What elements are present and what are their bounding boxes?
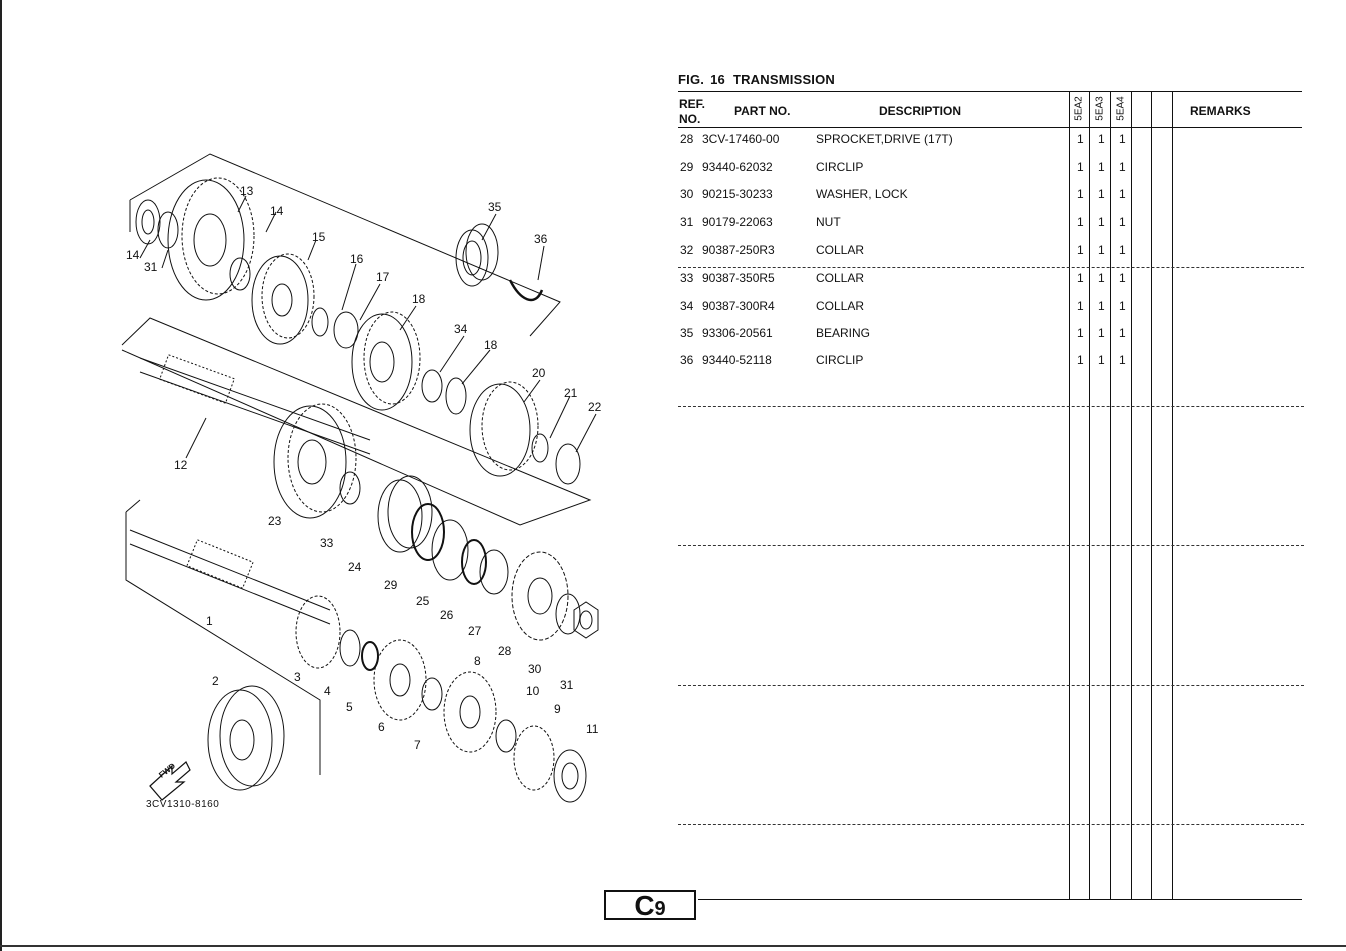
- callout-11: 11: [586, 722, 599, 736]
- page-left-rule: [0, 0, 2, 951]
- callout-25: 25: [416, 594, 430, 608]
- table-row: [678, 326, 1306, 348]
- qty-5ea3: 1: [1098, 326, 1105, 340]
- figure-prefix: FIG.: [678, 72, 705, 87]
- figure-title: [678, 72, 835, 87]
- qty-5ea3: 1: [1098, 353, 1105, 367]
- table-row: [678, 132, 1306, 154]
- callout-35: 35: [488, 200, 502, 214]
- column-rule-4: [1131, 91, 1132, 900]
- table-row: [678, 215, 1306, 237]
- description: CIRCLIP: [816, 353, 864, 367]
- description: NUT: [816, 215, 841, 229]
- column-rule-6: [1172, 91, 1173, 900]
- header-part-no: PART NO.: [734, 104, 791, 118]
- part-no: 90387-300R4: [702, 299, 775, 313]
- row-divider: [678, 406, 1304, 407]
- description: COLLAR: [816, 299, 865, 313]
- ref-no: 36: [680, 353, 694, 367]
- callout-15: 15: [312, 230, 326, 244]
- figure-number: 16: [710, 72, 725, 87]
- part-no: 93440-52118: [702, 353, 772, 367]
- callout-12: 12: [174, 458, 188, 472]
- callout-13: 13: [240, 184, 254, 198]
- column-rule-5: [1151, 91, 1152, 900]
- row-divider: [678, 267, 1304, 268]
- callout-19: 18: [484, 338, 498, 352]
- qty-5ea3: 1: [1098, 215, 1105, 229]
- page-bottom-rule: [0, 945, 1346, 947]
- callout-24: 24: [348, 560, 362, 574]
- qty-5ea2: 1: [1077, 326, 1084, 340]
- header-model-5ea3: 5EA3: [1094, 96, 1106, 121]
- qty-5ea4: 1: [1119, 215, 1126, 229]
- callout-36: 36: [534, 232, 548, 246]
- table-top-rule: [678, 91, 1302, 92]
- part-no: 93306-20561: [702, 326, 773, 340]
- qty-5ea3: 1: [1098, 243, 1105, 257]
- callout-16: 16: [350, 252, 364, 266]
- column-rule-1: [1069, 91, 1070, 900]
- description: COLLAR: [816, 271, 865, 285]
- callout-33: 33: [320, 536, 334, 550]
- ref-no: 33: [680, 271, 694, 285]
- callout-31: 31: [560, 678, 574, 692]
- qty-5ea2: 1: [1077, 187, 1084, 201]
- qty-5ea4: 1: [1119, 353, 1126, 367]
- ref-no: 30: [680, 187, 694, 201]
- table-row: [678, 187, 1306, 209]
- description: WASHER, LOCK: [816, 187, 908, 201]
- callout-30: 30: [528, 662, 542, 676]
- page-code-box: [604, 890, 696, 920]
- callout-34: 34: [454, 322, 468, 336]
- description: COLLAR: [816, 243, 865, 257]
- column-rule-3: [1110, 91, 1111, 900]
- callout-17: 17: [376, 270, 390, 284]
- qty-5ea2: 1: [1077, 353, 1084, 367]
- callout-28: 28: [498, 644, 512, 658]
- part-no: 93440-62032: [702, 160, 773, 174]
- description: CIRCLIP: [816, 160, 864, 174]
- row-divider: [678, 824, 1304, 825]
- description: SPROCKET,DRIVE (17T): [816, 132, 953, 146]
- qty-5ea3: 1: [1098, 271, 1105, 285]
- qty-5ea2: 1: [1077, 299, 1084, 313]
- qty-5ea4: 1: [1119, 299, 1126, 313]
- callout-4: 4: [324, 684, 331, 698]
- callout-7: 7: [414, 738, 421, 752]
- qty-5ea2: 1: [1077, 215, 1084, 229]
- ref-no: 32: [680, 243, 694, 257]
- part-no: 3CV-17460-00: [702, 132, 780, 146]
- part-no: 90179-22063: [702, 215, 773, 229]
- callout-18: 18: [412, 292, 426, 306]
- callout-8: 8: [474, 654, 481, 668]
- table-row: [678, 243, 1306, 265]
- qty-5ea3: 1: [1098, 299, 1105, 313]
- ref-no: 35: [680, 326, 694, 340]
- qty-5ea2: 1: [1077, 243, 1084, 257]
- fwd-label: FWD: [157, 761, 178, 780]
- qty-5ea2: 1: [1077, 160, 1084, 174]
- part-no: 90215-30233: [702, 187, 773, 201]
- callout-3: 3: [294, 670, 301, 684]
- qty-5ea4: 1: [1119, 271, 1126, 285]
- page-code-number: 9: [654, 898, 666, 920]
- callout-9: 9: [554, 702, 561, 716]
- qty-5ea4: 1: [1119, 160, 1126, 174]
- qty-5ea3: 1: [1098, 160, 1105, 174]
- header-ref-line2: NO.: [679, 112, 701, 126]
- row-divider: [678, 685, 1304, 686]
- qty-5ea4: 1: [1119, 132, 1126, 146]
- table-row: [678, 160, 1306, 182]
- header-model-5ea4: 5EA4: [1115, 96, 1127, 121]
- drawing-code: 3CV1310-8160: [146, 799, 220, 810]
- qty-5ea4: 1: [1119, 187, 1126, 201]
- ref-no: 31: [680, 215, 694, 229]
- callout-6: 6: [378, 720, 385, 734]
- table-bottom-rule: [698, 899, 1302, 900]
- part-no: 90387-350R5: [702, 271, 775, 285]
- ref-no: 29: [680, 160, 694, 174]
- ref-no: 34: [680, 299, 694, 313]
- callout-26: 26: [440, 608, 454, 622]
- callout-14-left: 14: [126, 248, 140, 262]
- ref-no: 28: [680, 132, 694, 146]
- header-description: DESCRIPTION: [879, 104, 962, 118]
- description: BEARING: [816, 326, 871, 340]
- figure-name: TRANSMISSION: [732, 72, 836, 87]
- qty-5ea2: 1: [1077, 271, 1084, 285]
- callout-23: 23: [268, 514, 282, 528]
- qty-5ea3: 1: [1098, 187, 1105, 201]
- column-rule-2: [1089, 91, 1090, 900]
- callout-20: 20: [532, 366, 546, 380]
- callout-10: 10: [526, 684, 540, 698]
- header-model-5ea2: 5EA2: [1073, 96, 1085, 121]
- part-no: 90387-250R3: [702, 243, 775, 257]
- callout-14-upper: 14: [270, 204, 284, 218]
- qty-5ea2: 1: [1077, 132, 1084, 146]
- qty-5ea4: 1: [1119, 326, 1126, 340]
- callout-27: 27: [468, 624, 482, 638]
- exploded-diagram: [110, 140, 630, 820]
- page-code-letter: C: [634, 890, 655, 921]
- callout-29: 29: [384, 578, 398, 592]
- header-remarks: REMARKS: [1190, 104, 1251, 118]
- qty-5ea3: 1: [1098, 132, 1105, 146]
- header-ref-line1: REF.: [679, 97, 706, 111]
- table-header-rule: [678, 127, 1302, 128]
- qty-5ea4: 1: [1119, 243, 1126, 257]
- table-row: [678, 299, 1306, 321]
- table-row: [678, 353, 1306, 375]
- callout-22: 22: [588, 400, 602, 414]
- callout-1: 1: [206, 614, 213, 628]
- row-divider: [678, 545, 1304, 546]
- callout-2: 2: [212, 674, 219, 688]
- callout-5: 5: [346, 700, 353, 714]
- table-row: [678, 271, 1306, 293]
- callout-21: 21: [564, 386, 578, 400]
- callout-32: 31: [144, 260, 158, 274]
